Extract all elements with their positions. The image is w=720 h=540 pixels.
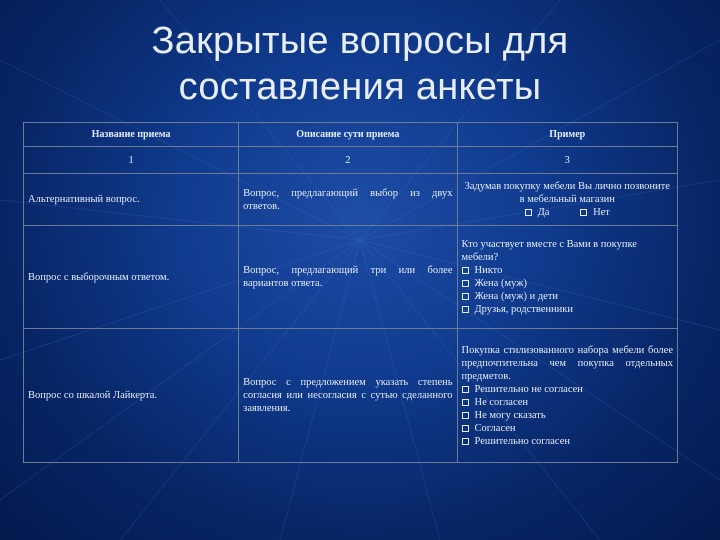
checkbox-square-icon <box>462 293 469 300</box>
table-row <box>24 174 678 226</box>
example-question: Кто участвует вместе с Вами в покупке мебели? <box>461 239 637 263</box>
list-item <box>462 383 673 396</box>
list-item <box>462 396 673 409</box>
checkbox-square-icon <box>462 280 469 287</box>
option-label: Решительно согласен <box>474 435 571 447</box>
table-row <box>24 226 678 329</box>
column-number: 2 <box>239 147 457 174</box>
checkbox-square-icon <box>525 209 532 216</box>
option-label: Да <box>537 207 550 218</box>
option-label: Жена (муж) <box>474 278 527 289</box>
list-item <box>462 290 673 303</box>
option-label: Никто <box>474 265 503 276</box>
slide-title <box>60 18 660 110</box>
technique-name: Альтернативный вопрос. <box>24 174 239 226</box>
technique-example <box>457 226 677 329</box>
list-item <box>462 277 673 290</box>
list-item <box>462 435 673 448</box>
title-line-2: составления анкеты <box>178 66 542 108</box>
option-label: Друзья, родственники <box>474 304 573 315</box>
option-yes <box>525 206 550 219</box>
header-description: Описание сути приема <box>239 123 457 147</box>
header-name: Название приема <box>24 123 239 147</box>
technique-example <box>457 329 677 463</box>
checkbox-square-icon <box>462 306 469 313</box>
list-item <box>462 422 673 435</box>
table-row <box>24 329 678 463</box>
technique-description: Вопрос, предлагающий три или более вариантов ответа. <box>239 226 457 329</box>
title-line-1: Закрытые вопросы для <box>151 20 569 62</box>
column-number-row <box>24 147 678 174</box>
technique-description: Вопрос, предлагающий выбор из двух ответов. <box>239 174 457 226</box>
list-item <box>462 409 673 422</box>
technique-example <box>457 174 677 226</box>
checkbox-square-icon <box>462 267 469 274</box>
checkbox-square-icon <box>462 386 469 393</box>
option-label: Не согласен <box>474 396 529 408</box>
option-no <box>580 206 610 219</box>
list-item <box>462 303 673 316</box>
technique-name: Вопрос со шкалой Лайкерта. <box>24 329 239 463</box>
header-example: Пример <box>457 123 677 147</box>
column-number: 1 <box>24 147 239 174</box>
option-label: Согласен <box>474 422 516 434</box>
column-number: 3 <box>457 147 677 174</box>
example-question: Задумав покупку мебели Вы лично позвоните в мебельный магазин <box>464 181 670 205</box>
technique-description: Вопрос с предложением указать степень согласия или несогласия с сутью сделанного заявления. <box>239 329 457 463</box>
checkbox-square-icon <box>580 209 587 216</box>
checkbox-square-icon <box>462 399 469 406</box>
checkbox-square-icon <box>462 438 469 445</box>
example-question: Покупка стилизованного набора мебели более предпочтительна чем покупка отдельных предметов. <box>461 344 673 382</box>
option-label: Не могу сказать <box>474 409 546 421</box>
techniques-table <box>23 122 678 463</box>
checkbox-square-icon <box>462 425 469 432</box>
option-label: Жена (муж) и дети <box>474 291 559 302</box>
option-label: Нет <box>593 207 610 218</box>
option-label: Решительно не согласен <box>474 383 583 395</box>
technique-name: Вопрос с выборочным ответом. <box>24 226 239 329</box>
checkbox-square-icon <box>462 412 469 419</box>
list-item <box>462 264 673 277</box>
yes-no-options <box>462 206 673 219</box>
table-header-row <box>24 123 678 147</box>
